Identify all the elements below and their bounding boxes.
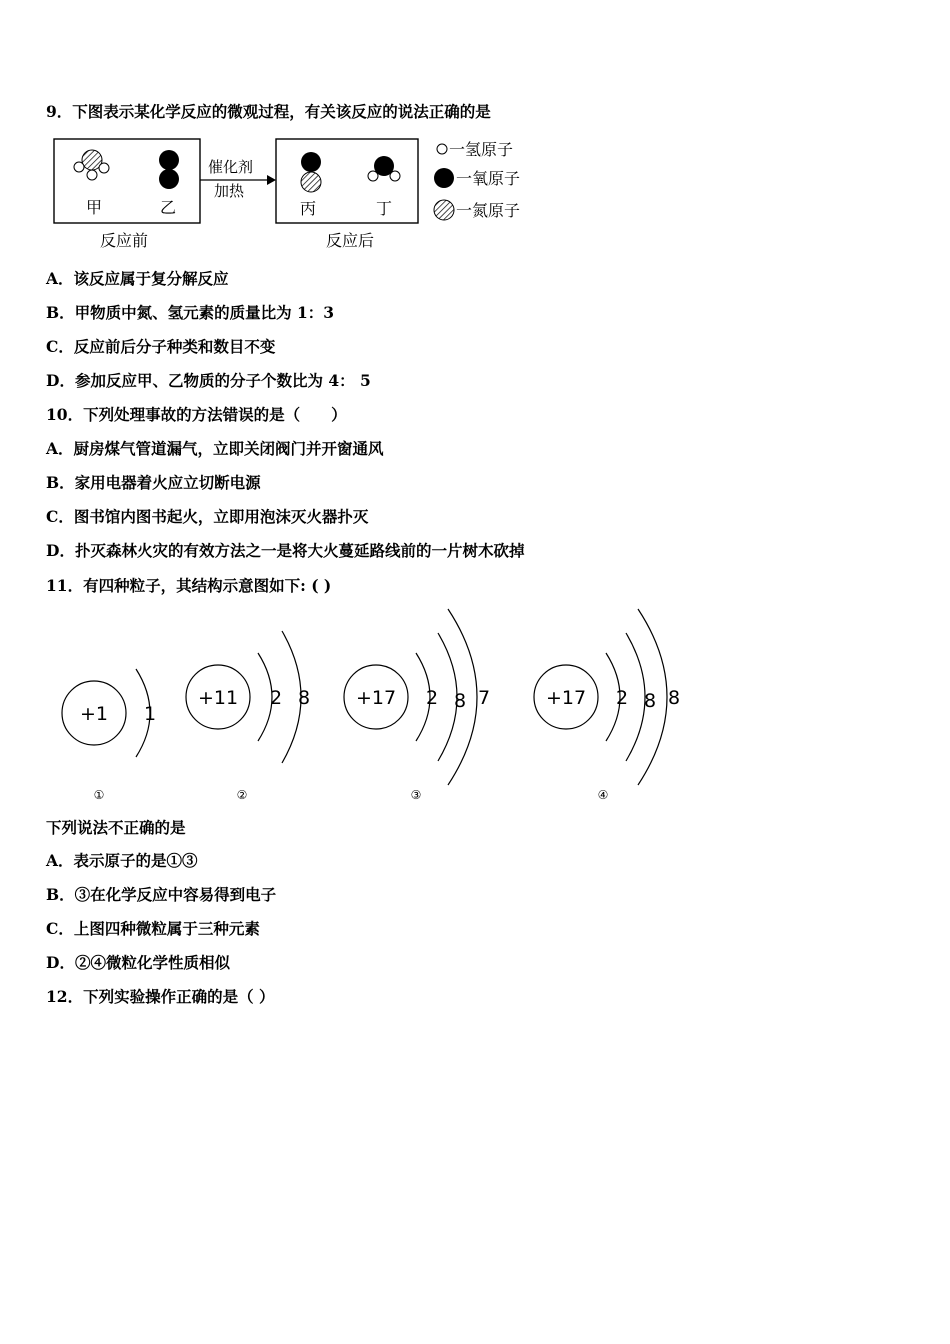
particle-1-label: ① — [93, 788, 105, 802]
particle-4 — [534, 609, 680, 802]
q10-option-c: C．图书馆内图书起火，立即用泡沫灭火器扑灭 — [46, 507, 369, 526]
q11-option-b: B．③在化学反应中容易得到电子 — [46, 885, 277, 904]
q10-stem: 10．下列处理事故的方法错误的是（ ） — [46, 405, 347, 424]
particle-1-shell-1: 1 — [143, 703, 157, 725]
particle-4-label: ④ — [597, 788, 609, 802]
q12-stem: 12．下列实验操作正确的是（ ） — [46, 987, 275, 1006]
reaction-diagram — [48, 134, 538, 256]
q11-option-c: C．上图四种微粒属于三种元素 — [46, 919, 260, 938]
product-1-label: 丙 — [300, 199, 317, 218]
legend-oxygen: 一氧原子 — [456, 169, 521, 188]
particle-4-nucleus: +17 — [545, 687, 587, 709]
product-1-molecule — [301, 152, 321, 192]
particle-4-shell-1: 2 — [615, 687, 629, 709]
q10-option-a: A．厨房煤气管道漏气，立即关闭阀门并开窗通风 — [46, 439, 384, 458]
particle-1-nucleus: +1 — [79, 703, 109, 725]
product-2-label: 丁 — [376, 199, 393, 218]
q9-option-a: A．该反应属于复分解反应 — [46, 269, 229, 288]
q9-option-c: C．反应前后分子种类和数目不变 — [46, 337, 276, 356]
legend-nitrogen: 一氮原子 — [456, 201, 521, 220]
q10-option-d: D．扑灭森林火灾的有效方法之一是将大火蔓延路线前的一片树木砍掉 — [46, 541, 525, 560]
product-2-molecule — [368, 156, 400, 181]
particle-2 — [186, 631, 310, 802]
q11-prompt: 下列说法不正确的是 — [46, 818, 186, 837]
q9-option-b: B．甲物质中氮、氢元素的质量比为 1：3 — [46, 303, 335, 322]
before-label: 反应前 — [100, 231, 149, 250]
reactant-2-molecule — [159, 150, 179, 189]
condition-bottom: 加热 — [214, 182, 245, 200]
particle-2-shell-2: 8 — [297, 687, 311, 709]
q9-option-d: D．参加反应甲、乙物质的分子个数比为 4： 5 — [46, 371, 371, 390]
q11-option-a: A．表示原子的是①③ — [46, 851, 198, 870]
reactant-2-label: 乙 — [160, 198, 177, 217]
particle-3 — [344, 609, 490, 802]
reactant-1-molecule — [74, 150, 109, 180]
particle-2-label: ② — [236, 788, 248, 802]
q9-stem: 9．下图表示某化学反应的微观过程，有关该反应的说法正确的是 — [46, 102, 491, 121]
particle-3-nucleus: +17 — [355, 687, 397, 709]
particle-3-shell-3: 7 — [477, 687, 491, 709]
particle-1 — [62, 669, 156, 802]
legend-hydrogen: 一氢原子 — [449, 140, 514, 159]
legend — [434, 140, 520, 220]
particle-4-shell-2: 8 — [643, 690, 657, 712]
particle-2-nucleus: +11 — [197, 687, 239, 709]
particle-3-label: ③ — [410, 788, 422, 802]
condition-top: 催化剂 — [208, 158, 254, 176]
particle-2-shell-1: 2 — [269, 687, 283, 709]
q11-stem: 11．有四种粒子，其结构示意图如下: ( ) — [46, 576, 332, 595]
particle-3-shell-1: 2 — [425, 687, 439, 709]
q10-option-b: B．家用电器着火应立切断电源 — [46, 473, 261, 492]
particle-3-shell-2: 8 — [453, 690, 467, 712]
q11-option-d: D．②④微粒化学性质相似 — [46, 953, 230, 972]
reactant-1-label: 甲 — [86, 198, 103, 217]
particle-4-shell-3: 8 — [667, 687, 681, 709]
particle-structure-diagram — [40, 605, 700, 805]
after-label: 反应后 — [326, 231, 375, 250]
